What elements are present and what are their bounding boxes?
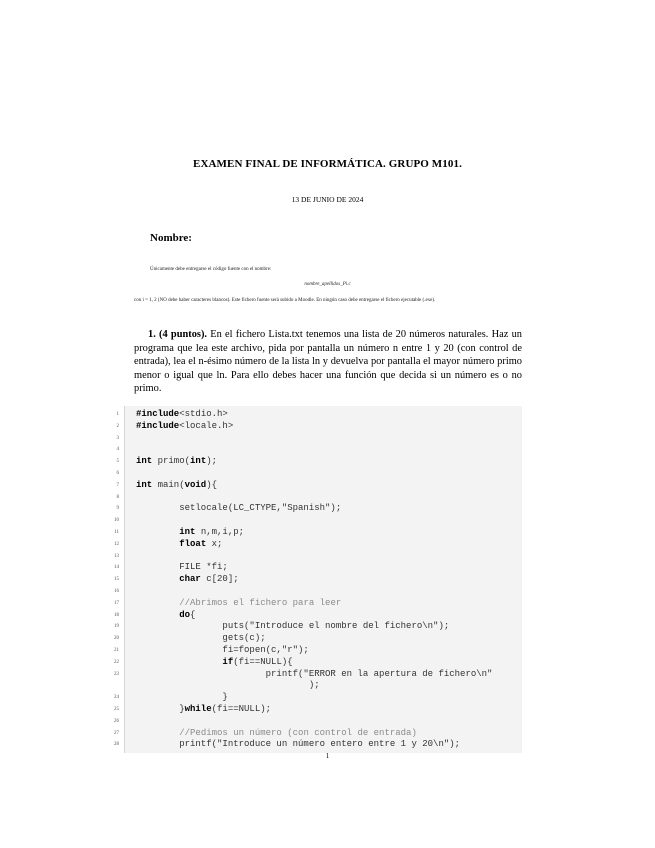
line-number: 23 [114,671,119,677]
code-text: puts("Introduce el nombre del fichero\n"); [136,621,450,632]
line-number: 22 [114,659,119,665]
code-line [124,456,522,468]
problem-text: En el fichero Lista.txt tenemos una lista de 20 números naturales. Haz un programa que lea este archivo, pida por pantalla un número n entre 1 y 20 (con control de entrada), lea el n-ésimo número de la lista ln y devuelva por pantalla el mayor número primo menor o igual que ln. Para ello debes hacer una función que decida si un número es o no primo. [134,329,522,395]
code-line [124,669,522,681]
line-number: 21 [114,648,119,653]
code-text: fi=fopen(c,"r"); [136,645,309,655]
page-number: 1 [325,752,330,760]
required-filename: nombre_apellidos_Pi.c [304,282,351,287]
code-line [124,492,522,504]
line-number: 8 [116,494,119,500]
line-number: 17 [114,600,119,606]
code-text: char c[20]; [179,574,239,585]
code-line [124,728,522,740]
exam-title: EXAMEN FINAL DE INFORMÁTICA. GRUPO M101. [193,158,462,170]
line-number: 1 [116,412,119,417]
instructions-line-1: Únicamente debe entregarse el código fuente con el nombre: [150,267,272,272]
code-line [124,704,522,716]
code-line [124,551,522,563]
line-number: 20 [114,636,119,642]
problem-statement [134,328,522,396]
code-line [124,692,522,704]
line-number: 6 [116,471,119,476]
problem-number: 1. (4 puntos). [148,329,208,340]
code-text: if(fi==NULL){ [222,656,293,667]
code-listing [124,406,522,753]
line-number: 19 [114,624,119,630]
line-number: 12 [114,541,119,547]
line-number: 3 [116,435,119,441]
line-number: 7 [116,482,119,488]
code-text: float x; [179,538,223,549]
code-text: do{ [179,609,196,620]
code-line [124,433,522,445]
line-number: 2 [116,423,119,429]
code-text: printf("Introduce un número entero entre 1 y 20\n"); [136,739,461,750]
code-line [124,574,522,586]
code-line [124,468,522,480]
line-number: 11 [114,530,119,535]
code-text: //Abrimos el fichero para leer [179,597,342,608]
line-number: 28 [114,742,119,748]
line-number: 14 [114,565,119,571]
code-text: int n,m,i,p; [179,527,245,537]
line-number: 10 [114,518,119,524]
code-text: FILE *fi; [136,562,228,573]
code-line [124,598,522,610]
code-line [124,739,522,751]
code-line [124,586,522,598]
line-number: 9 [116,506,119,512]
name-label: Nombre: [150,232,192,244]
line-number: 26 [114,718,119,724]
code-text: }while(fi==NULL); [136,704,272,714]
code-line [124,503,522,515]
line-number: 24 [114,695,119,701]
code-line [124,621,522,633]
code-text: int main(void){ [136,479,218,490]
code-line [124,562,522,574]
code-line [124,657,522,669]
line-number: 27 [114,730,119,736]
code-line [124,515,522,527]
line-number: 4 [116,447,119,453]
code-text: ); [136,680,320,691]
code-line [124,421,522,433]
line-number: 5 [116,459,119,465]
code-line [124,409,522,421]
code-line [124,480,522,492]
code-line [124,633,522,645]
line-number: 25 [114,707,119,712]
code-line [124,610,522,622]
code-line [124,680,522,692]
code-line [124,527,522,539]
code-text: int primo(int); [136,456,218,467]
instructions-line-2: con i = 1, 2 (NO debe haber caracteres blancos). Este fichero fuente será subido a Moodle. En ningún caso debe entregarse el fichero ejecutable (.exe). [134,298,436,303]
code-line [124,539,522,551]
code-text: #include<locale.h> [136,420,234,431]
code-text: gets(c); [136,633,266,644]
code-text: #include<stdio.h> [136,409,228,419]
line-number: 15 [114,577,119,583]
code-line [124,716,522,728]
line-number: 13 [114,553,119,559]
code-text: printf("ERROR en la apertura de fichero\n" [136,668,493,679]
line-number: 16 [114,589,119,594]
exam-date: 13 DE JUNIO DE 2024 [291,195,364,204]
code-text: setlocale(LC_CTYPE,"Spanish"); [136,503,342,514]
line-number: 18 [114,612,119,618]
code-line [124,645,522,657]
code-text: //Pedimos un número (con control de entrada) [179,727,417,738]
code-line [124,444,522,456]
code-text: } [136,692,228,703]
